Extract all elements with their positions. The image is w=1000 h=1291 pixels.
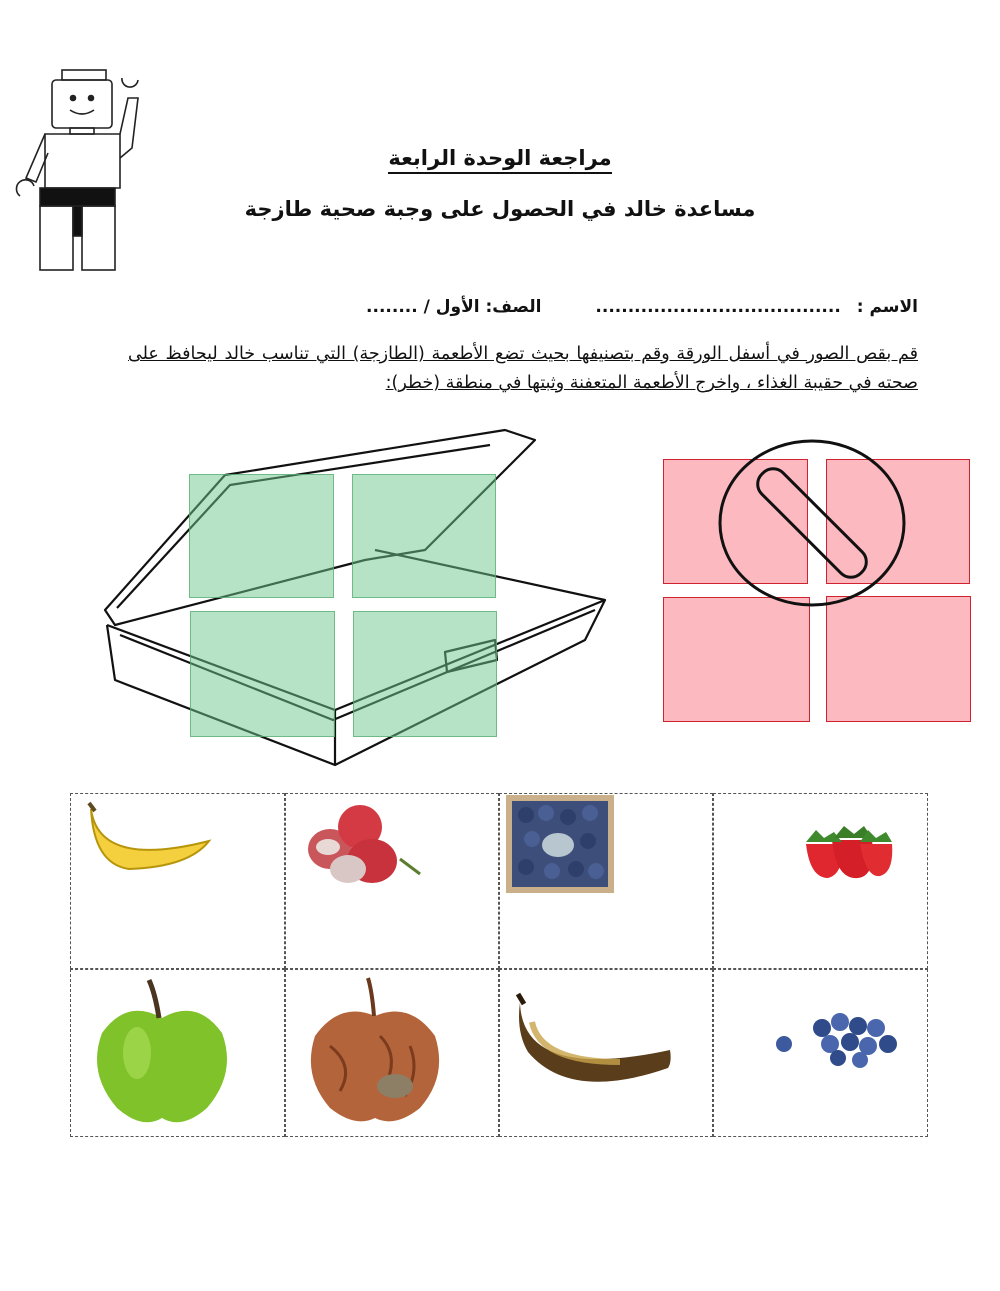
danger-drop-zone-4[interactable] [826,596,971,722]
instructions-text: قم بقص الصور في أسفل الورقة وقم بتصنيفها بحيث تضع الأطعمة (الطازجة) التي تناسب خالد ليحافظ على صحته في حقيبة الغذاء ، واخرج الأطعمة المتعفنة وثبتها في منطقة (خطر): [128,344,918,393]
food-card-banana[interactable] [70,793,285,969]
food-card-strawberries[interactable] [713,793,928,969]
food-card-moldy-blueberries[interactable] [499,793,713,969]
food-card-green-apple[interactable] [70,969,285,1137]
student-info-line [356,297,918,317]
rotten-banana-icon [510,992,680,1092]
blueberries-icon [772,1008,902,1068]
name-blank: ...................................... [595,297,841,317]
worksheet-title: مراجعة الوحدة الرابعة [0,146,1000,170]
fresh-drop-zone-3[interactable] [190,611,335,737]
class-label: الصف: الأول / ........ [366,297,542,317]
fresh-drop-zone-2[interactable] [352,474,496,598]
moldy-strawberries-icon [300,799,430,889]
food-card-moldy-strawberries[interactable] [285,793,499,969]
food-card-rotten-apple[interactable] [285,969,499,1137]
lego-figure-illustration [10,68,145,273]
rotten-apple-icon [300,976,450,1126]
food-card-rotten-banana[interactable] [499,969,713,1137]
food-card-blueberries[interactable] [713,969,928,1137]
moldy-blueberries-icon [506,795,614,893]
name-label: الاسم : [856,297,918,317]
green-apple-icon [87,978,237,1128]
fresh-drop-zone-1[interactable] [189,474,334,598]
banana-icon [79,799,219,889]
worksheet-subtitle: مساعدة خالد في الحصول على وجبة صحية طازجة [244,197,756,221]
fresh-drop-zone-4[interactable] [353,611,497,737]
danger-drop-zone-3[interactable] [663,597,810,722]
strawberries-icon [798,822,898,882]
prohibited-sign-icon [717,438,907,608]
